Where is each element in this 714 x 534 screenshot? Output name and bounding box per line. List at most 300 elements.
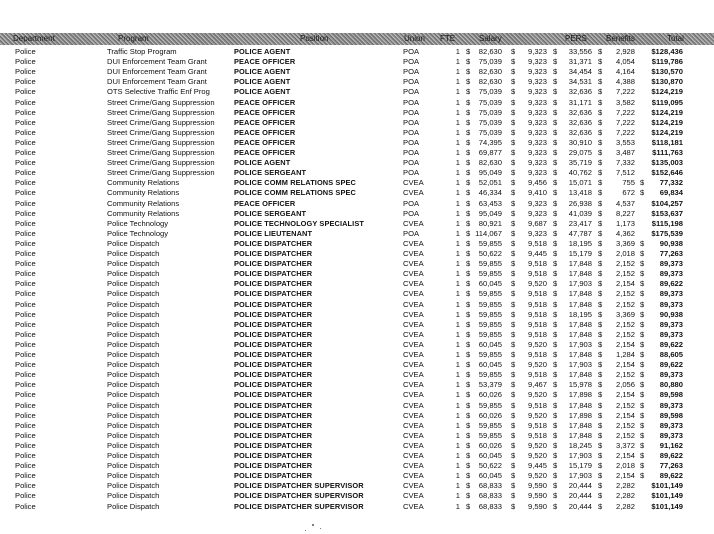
dollar-sign: $ (640, 238, 645, 248)
position-cell: PEACE OFFICER (234, 148, 296, 157)
total-cell: 88,605 (659, 350, 683, 359)
dollar-sign: $ (511, 47, 516, 56)
total-cell: 89,373 (659, 420, 683, 430)
pers-cell: 17,903 (568, 339, 592, 349)
union-cell: CVEA (403, 380, 424, 390)
amount-cell: 9,520 (527, 360, 547, 370)
amount-cell: 9,456 (527, 178, 547, 188)
dollar-sign: $ (511, 279, 516, 289)
program-cell: Police Dispatch (107, 471, 160, 481)
amount-cell: 9,323 (527, 47, 547, 56)
dollar-sign: $ (553, 208, 558, 218)
dollar-sign: $ (511, 238, 516, 248)
benefits-cell: 2,154 (615, 360, 635, 370)
program-cell: Police Dispatch (107, 400, 160, 410)
dollar-sign: $ (553, 360, 558, 370)
pers-cell: 34,531 (568, 77, 592, 87)
union-cell: POA (403, 198, 420, 208)
pers-cell: 15,071 (568, 178, 592, 188)
program-cell: Community Relations (107, 198, 180, 208)
union-cell: CVEA (403, 481, 424, 491)
salary-cell: 60,026 (478, 440, 502, 450)
program-cell: Street Crime/Gang Suppression (107, 107, 215, 117)
total-cell: 89,373 (659, 259, 683, 269)
dollar-sign: $ (511, 178, 516, 188)
dollar-sign: $ (640, 319, 645, 329)
table-header (0, 33, 714, 45)
dollar-sign: $ (640, 400, 645, 410)
fte-cell: 1 (455, 400, 460, 410)
department-cell: Police (15, 339, 36, 349)
benefits-cell: 2,282 (615, 481, 635, 491)
amount-cell: 9,445 (527, 461, 547, 471)
position-cell: POLICE DISPATCHER (234, 259, 313, 269)
union-cell: POA (403, 67, 420, 77)
dollar-sign: $ (598, 127, 603, 137)
amount-cell: 9,323 (527, 67, 547, 77)
dollar-sign: $ (466, 360, 471, 370)
dollar-sign: $ (640, 279, 645, 289)
pers-cell: 17,848 (568, 259, 592, 269)
pers-cell: 47,787 (568, 228, 592, 238)
union-cell: CVEA (403, 491, 424, 501)
amount-cell: 9,520 (527, 440, 547, 450)
dollar-sign: $ (553, 57, 558, 67)
position-cell: POLICE DISPATCHER (234, 440, 313, 450)
pers-cell: 18,195 (568, 238, 592, 248)
benefits-cell: 2,152 (615, 420, 635, 430)
amount-cell: 9,590 (527, 481, 547, 491)
union-cell: CVEA (403, 430, 424, 440)
amount-cell: 9,518 (527, 420, 547, 430)
benefits-cell: 2,152 (615, 400, 635, 410)
dollar-sign: $ (553, 198, 558, 208)
dollar-sign: $ (511, 269, 516, 279)
department-cell: Police (15, 47, 36, 56)
dollar-sign: $ (466, 329, 471, 339)
header-benefits: Benefits (606, 34, 635, 43)
dollar-sign: $ (553, 350, 558, 359)
dollar-sign: $ (511, 440, 516, 450)
dollar-sign: $ (466, 491, 471, 501)
department-cell: Police (15, 259, 36, 269)
dollar-sign: $ (511, 97, 516, 107)
salary-cell: 82,630 (478, 67, 502, 77)
position-cell: POLICE DISPATCHER (234, 400, 313, 410)
program-cell: Police Dispatch (107, 491, 160, 501)
program-cell: Police Dispatch (107, 279, 160, 289)
position-cell: PEACE OFFICER (234, 97, 296, 107)
benefits-cell: 8,227 (615, 208, 635, 218)
program-cell: Police Technology (107, 218, 169, 228)
program-cell: Police Dispatch (107, 319, 160, 329)
dollar-sign: $ (640, 360, 645, 370)
program-cell: Police Dispatch (107, 451, 160, 460)
position-cell: POLICE DISPATCHER (234, 410, 313, 420)
dollar-sign: $ (640, 440, 645, 450)
dollar-sign: $ (553, 218, 558, 228)
fte-cell: 1 (455, 299, 460, 309)
dollar-sign: $ (553, 380, 558, 390)
dollar-sign: $ (466, 380, 471, 390)
position-cell: PEACE OFFICER (234, 137, 296, 147)
pers-cell: 17,848 (568, 370, 592, 380)
dollar-sign: $ (553, 390, 558, 400)
dollar-sign: $ (598, 259, 603, 269)
dollar-sign: $ (466, 208, 471, 218)
dollar-sign: $ (511, 481, 516, 491)
pers-cell: 17,848 (568, 319, 592, 329)
fte-cell: 1 (455, 238, 460, 248)
benefits-cell: 1,173 (615, 218, 635, 228)
salary-cell: 59,855 (478, 420, 502, 430)
header-pers: PERS (565, 34, 587, 43)
union-cell: POA (403, 158, 420, 168)
dollar-sign: $ (511, 87, 516, 97)
fte-cell: 1 (455, 198, 460, 208)
pers-cell: 34,454 (568, 67, 592, 77)
fte-cell: 1 (455, 410, 460, 420)
total-cell: $104,257 (651, 198, 683, 208)
salary-cell: 75,039 (478, 117, 502, 127)
total-cell: $153,637 (651, 208, 683, 218)
benefits-cell: 755 (622, 178, 635, 188)
dollar-sign: $ (640, 309, 645, 319)
department-cell: Police (15, 380, 36, 390)
position-cell: PEACE OFFICER (234, 107, 296, 117)
amount-cell: 9,323 (527, 107, 547, 117)
department-cell: Police (15, 107, 36, 117)
position-cell: POLICE AGENT (234, 158, 291, 168)
program-cell: Traffic Stop Program (107, 47, 177, 56)
total-cell: 89,373 (659, 319, 683, 329)
program-cell: Police Dispatch (107, 481, 160, 491)
dollar-sign: $ (640, 259, 645, 269)
position-cell: POLICE DISPATCHER (234, 238, 313, 248)
salary-cell: 75,039 (478, 97, 502, 107)
dollar-sign: $ (553, 77, 558, 87)
department-cell: Police (15, 238, 36, 248)
dollar-sign: $ (511, 127, 516, 137)
dollar-sign: $ (466, 87, 471, 97)
dollar-sign: $ (466, 289, 471, 299)
dollar-sign: $ (466, 249, 471, 258)
benefits-cell: 2,154 (615, 451, 635, 460)
dollar-sign: $ (598, 400, 603, 410)
program-cell: Police Dispatch (107, 461, 160, 471)
program-cell: Community Relations (107, 178, 180, 188)
union-cell: POA (403, 97, 420, 107)
pers-cell: 32,636 (568, 127, 592, 137)
dollar-sign: $ (598, 360, 603, 370)
program-cell: OTS Selective Traffic Enf Prog (107, 87, 210, 97)
pers-cell: 40,762 (568, 168, 592, 178)
union-cell: CVEA (403, 299, 424, 309)
program-cell: Police Dispatch (107, 339, 160, 349)
salary-cell: 95,049 (478, 168, 502, 178)
fte-cell: 1 (455, 380, 460, 390)
fte-cell: 1 (455, 451, 460, 460)
dollar-sign: $ (511, 188, 516, 198)
amount-cell: 9,518 (527, 289, 547, 299)
position-cell: POLICE DISPATCHER (234, 329, 313, 339)
pers-cell: 20,444 (568, 491, 592, 501)
position-cell: POLICE DISPATCHER SUPERVISOR (234, 491, 364, 501)
dollar-sign: $ (511, 360, 516, 370)
dollar-sign: $ (553, 430, 558, 440)
benefits-cell: 2,152 (615, 430, 635, 440)
department-cell: Police (15, 158, 36, 168)
fte-cell: 1 (455, 158, 460, 168)
union-cell: POA (403, 168, 420, 178)
union-cell: POA (403, 208, 420, 218)
benefits-cell: 3,372 (615, 440, 635, 450)
position-cell: POLICE DISPATCHER (234, 350, 313, 359)
salary-cell: 50,622 (478, 461, 502, 471)
dollar-sign: $ (553, 188, 558, 198)
salary-cell: 114,067 (475, 228, 502, 238)
program-cell: Street Crime/Gang Suppression (107, 158, 215, 168)
program-cell: Community Relations (107, 208, 180, 218)
dollar-sign: $ (598, 228, 603, 238)
position-cell: POLICE DISPATCHER (234, 319, 313, 329)
amount-cell: 9,323 (527, 168, 547, 178)
dollar-sign: $ (553, 238, 558, 248)
dollar-sign: $ (598, 491, 603, 501)
salary-cell: 59,855 (478, 329, 502, 339)
union-cell: CVEA (403, 360, 424, 370)
total-cell: $115,198 (651, 218, 683, 228)
fte-cell: 1 (455, 87, 460, 97)
salary-cell: 60,045 (478, 339, 502, 349)
amount-cell: 9,323 (527, 198, 547, 208)
dollar-sign: $ (553, 451, 558, 460)
program-cell: Street Crime/Gang Suppression (107, 127, 215, 137)
pers-cell: 31,371 (568, 57, 592, 67)
department-cell: Police (15, 410, 36, 420)
fte-cell: 1 (455, 370, 460, 380)
dollar-sign: $ (553, 279, 558, 289)
program-cell: Police Dispatch (107, 430, 160, 440)
fte-cell: 1 (455, 67, 460, 77)
dollar-sign: $ (511, 168, 516, 178)
program-cell: DUI Enforcement Team Grant (107, 57, 207, 67)
department-cell: Police (15, 440, 36, 450)
total-cell: $152,646 (651, 168, 683, 178)
salary-cell: 82,630 (478, 158, 502, 168)
salary-cell: 52,051 (478, 178, 502, 188)
dollar-sign: $ (466, 400, 471, 410)
salary-cell: 59,855 (478, 319, 502, 329)
dollar-sign: $ (511, 350, 516, 359)
fte-cell: 1 (455, 390, 460, 400)
benefits-cell: 3,369 (615, 309, 635, 319)
union-cell: CVEA (403, 440, 424, 450)
program-cell: DUI Enforcement Team Grant (107, 77, 207, 87)
dollar-sign: $ (511, 339, 516, 349)
benefits-cell: 2,152 (615, 299, 635, 309)
total-cell: 89,598 (659, 410, 683, 420)
dollar-sign: $ (466, 390, 471, 400)
benefits-cell: 4,362 (615, 228, 635, 238)
dollar-sign: $ (598, 430, 603, 440)
pers-cell: 15,978 (568, 380, 592, 390)
total-cell: 89,622 (659, 279, 683, 289)
department-cell: Police (15, 491, 36, 501)
dollar-sign: $ (466, 319, 471, 329)
dollar-sign: $ (466, 238, 471, 248)
department-cell: Police (15, 461, 36, 471)
fte-cell: 1 (455, 339, 460, 349)
salary-cell: 75,039 (478, 107, 502, 117)
dollar-sign: $ (598, 218, 603, 228)
benefits-cell: 2,154 (615, 390, 635, 400)
dollar-sign: $ (598, 481, 603, 491)
dollar-sign: $ (553, 67, 558, 77)
total-cell: 69,834 (659, 188, 683, 198)
scan-speck (312, 524, 314, 526)
total-cell: $111,763 (652, 148, 683, 157)
total-cell: 91,162 (659, 440, 683, 450)
salary-cell: 59,855 (478, 309, 502, 319)
benefits-cell: 4,164 (615, 67, 635, 77)
union-cell: POA (403, 107, 420, 117)
union-cell: CVEA (403, 319, 424, 329)
fte-cell: 1 (455, 137, 460, 147)
dollar-sign: $ (598, 47, 603, 56)
union-cell: CVEA (403, 501, 424, 511)
salary-cell: 68,833 (478, 491, 502, 501)
dollar-sign: $ (553, 87, 558, 97)
dollar-sign: $ (598, 249, 603, 258)
benefits-cell: 7,332 (615, 158, 635, 168)
total-cell: 89,373 (659, 269, 683, 279)
pers-cell: 17,903 (568, 451, 592, 460)
header-total: Total (667, 34, 684, 43)
dollar-sign: $ (511, 218, 516, 228)
fte-cell: 1 (455, 228, 460, 238)
pers-cell: 23,417 (568, 218, 592, 228)
pers-cell: 20,444 (568, 481, 592, 491)
dollar-sign: $ (466, 501, 471, 511)
total-cell: 89,373 (659, 289, 683, 299)
salary-cell: 60,045 (478, 471, 502, 481)
position-cell: POLICE DISPATCHER (234, 289, 313, 299)
dollar-sign: $ (511, 57, 516, 67)
salary-cell: 59,855 (478, 299, 502, 309)
dollar-sign: $ (466, 259, 471, 269)
dollar-sign: $ (598, 137, 603, 147)
union-cell: CVEA (403, 400, 424, 410)
salary-cell: 80,921 (478, 218, 502, 228)
department-cell: Police (15, 117, 36, 127)
pers-cell: 17,848 (568, 299, 592, 309)
dollar-sign: $ (553, 47, 558, 56)
benefits-cell: 2,152 (615, 319, 635, 329)
salary-cell: 59,855 (478, 430, 502, 440)
dollar-sign: $ (466, 430, 471, 440)
fte-cell: 1 (455, 360, 460, 370)
dollar-sign: $ (511, 400, 516, 410)
pers-cell: 41,039 (568, 208, 592, 218)
salary-cell: 59,855 (478, 370, 502, 380)
benefits-cell: 7,222 (615, 107, 635, 117)
total-cell: $119,095 (651, 97, 683, 107)
amount-cell: 9,520 (527, 471, 547, 481)
position-cell: POLICE AGENT (234, 77, 291, 87)
union-cell: CVEA (403, 461, 424, 471)
program-cell: Police Dispatch (107, 289, 160, 299)
fte-cell: 1 (455, 461, 460, 471)
fte-cell: 1 (455, 97, 460, 107)
department-cell: Police (15, 168, 36, 178)
pers-cell: 17,898 (568, 410, 592, 420)
benefits-cell: 2,282 (615, 501, 635, 511)
amount-cell: 9,445 (527, 249, 547, 258)
dollar-sign: $ (511, 158, 516, 168)
position-cell: POLICE SERGEANT (234, 168, 307, 178)
department-cell: Police (15, 420, 36, 430)
dollar-sign: $ (511, 148, 516, 157)
union-cell: CVEA (403, 339, 424, 349)
dollar-sign: $ (466, 350, 471, 359)
pers-cell: 32,636 (568, 107, 592, 117)
dollar-sign: $ (511, 107, 516, 117)
pers-cell: 17,848 (568, 430, 592, 440)
fte-cell: 1 (455, 491, 460, 501)
amount-cell: 9,590 (527, 501, 547, 511)
department-cell: Police (15, 289, 36, 299)
dollar-sign: $ (640, 380, 645, 390)
position-cell: POLICE DISPATCHER (234, 390, 313, 400)
dollar-sign: $ (640, 178, 645, 188)
dollar-sign: $ (598, 299, 603, 309)
pers-cell: 32,636 (568, 117, 592, 127)
dollar-sign: $ (553, 501, 558, 511)
union-cell: CVEA (403, 218, 424, 228)
benefits-cell: 7,222 (615, 87, 635, 97)
total-cell: $101,149 (651, 491, 683, 501)
header-program: Program (118, 34, 149, 43)
position-cell: POLICE DISPATCHER (234, 249, 313, 258)
benefits-cell: 2,154 (615, 279, 635, 289)
dollar-sign: $ (553, 370, 558, 380)
position-cell: POLICE DISPATCHER (234, 380, 313, 390)
dollar-sign: $ (466, 168, 471, 178)
benefits-cell: 2,282 (615, 491, 635, 501)
dollar-sign: $ (640, 329, 645, 339)
benefits-cell: 4,537 (615, 198, 635, 208)
dollar-sign: $ (511, 289, 516, 299)
salary-cell: 59,855 (478, 289, 502, 299)
dollar-sign: $ (598, 107, 603, 117)
amount-cell: 9,518 (527, 309, 547, 319)
amount-cell: 9,323 (527, 77, 547, 87)
header-union: Union (404, 34, 425, 43)
department-cell: Police (15, 279, 36, 289)
benefits-cell: 2,056 (615, 380, 635, 390)
pers-cell: 17,848 (568, 289, 592, 299)
dollar-sign: $ (598, 380, 603, 390)
salary-cell: 75,039 (478, 87, 502, 97)
total-cell: $118,181 (651, 137, 683, 147)
program-cell: Police Dispatch (107, 420, 160, 430)
dollar-sign: $ (511, 461, 516, 471)
salary-cell: 74,395 (478, 137, 502, 147)
department-cell: Police (15, 137, 36, 147)
fte-cell: 1 (455, 501, 460, 511)
total-cell: 80,880 (659, 380, 683, 390)
